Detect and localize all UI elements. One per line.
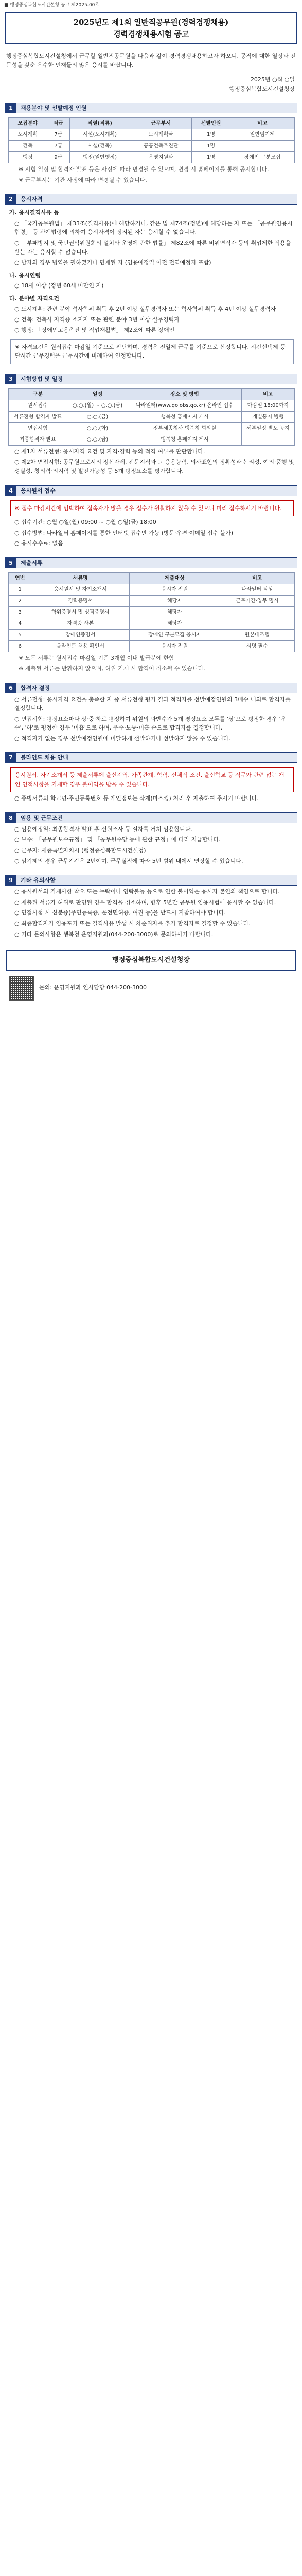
paragraph-text: 임기제의 경우 근무기간은 2년이며, 근무실적에 따라 5년 범위 내에서 연장할 수 있습니다. bbox=[21, 857, 243, 865]
section-header bbox=[5, 557, 297, 568]
bullet-mark: ○ bbox=[14, 888, 22, 895]
section-header bbox=[5, 194, 297, 205]
bullet-mark: ○ bbox=[14, 219, 22, 227]
paragraph-text: 접수기간: ○월 ○일(월) 09:00 ~ ○월 ○일(금) 18:00 bbox=[21, 518, 156, 526]
data-table bbox=[8, 572, 295, 652]
table-row bbox=[9, 400, 295, 411]
table-row bbox=[9, 629, 295, 640]
section-number: 7 bbox=[5, 752, 16, 763]
table-cell: 최종합격자 발표 bbox=[9, 434, 67, 445]
section-title: 채용분야 및 선발예정 인원 bbox=[16, 103, 297, 113]
paragraph-item bbox=[14, 447, 295, 456]
table-cell: 행정(일반행정) bbox=[70, 152, 130, 163]
bullet-text: 남자의 경우 병역을 필하였거나 면제된 자 (임용예정일 이전 전역예정자 포함) bbox=[21, 259, 211, 266]
table-cell: 건축 bbox=[9, 141, 47, 152]
warning-box: 응시원서, 자기소개서 등 제출서류에 출신지역, 가족관계, 학력, 신체적 조건, 출신학교 등 직무와 관련 없는 개인 인적사항을 기재할 경우 불이익을 받을 수 있습니다. bbox=[10, 767, 294, 792]
section-number: 2 bbox=[5, 194, 16, 205]
data-table bbox=[8, 117, 295, 163]
table-wrapper bbox=[8, 117, 295, 163]
data-table bbox=[8, 388, 295, 446]
paragraph-text: 면접시험 시 신분증(주민등록증, 운전면허증, 여권 등)을 반드시 지참하여야 합니다. bbox=[21, 909, 226, 917]
section-title: 합격자 결정 bbox=[16, 683, 297, 693]
table-header-cell: 모집분야 bbox=[9, 118, 47, 129]
paragraph-item bbox=[14, 825, 295, 834]
table-cell: 해당자 bbox=[130, 618, 220, 629]
table-header-cell: 근무부서 bbox=[130, 118, 192, 129]
paragraph-item bbox=[14, 835, 295, 844]
table-cell: 서명 필수 bbox=[220, 640, 294, 652]
paragraph-item bbox=[14, 887, 295, 896]
table-header-row bbox=[9, 572, 295, 584]
table-header-cell: 비고 bbox=[220, 572, 294, 584]
table-cell: 자격증 사본 bbox=[31, 618, 130, 629]
bullet-item bbox=[14, 304, 295, 314]
table-row bbox=[9, 584, 295, 595]
paragraph-text: 제1차 서류전형: 응시자격 요건 및 자격·경력 등의 적격 여부를 판단합니다. bbox=[21, 448, 205, 455]
bullet-text: 「국가공무원법」 제33조(결격사유)에 해당하거나, 같은 법 제74조(정년)에 해당하는 자 또는 「공무원임용시험령」 등 관계법령에 의하여 응시자격이 정지된 자는 응시할 수 없습니다. bbox=[14, 219, 293, 236]
table-row bbox=[9, 618, 295, 629]
top-notice: ■ 행정중심복합도시건설청 공고 제2025-00호 bbox=[4, 3, 100, 8]
bullet-item bbox=[14, 326, 295, 335]
paragraph-text: 보수: 「공무원보수규정」 및 「공무원수당 등에 관한 규정」에 따라 지급합니다. bbox=[21, 836, 221, 843]
table-wrapper bbox=[8, 572, 295, 652]
bullet-mark: ○ bbox=[14, 259, 22, 266]
table-cell: 행복청 홈페이지 게시 bbox=[128, 434, 242, 445]
bullet-text: 「부패방지 및 국민권익위원회의 설치와 운영에 관한 법률」 제82조에 따른 비위면직자 등의 취업제한 적용을 받는 자는 응시할 수 없습니다. bbox=[14, 239, 291, 256]
note-text: ※ 근무부서는 기관 사정에 따라 변경될 수 있습니다. bbox=[19, 176, 147, 183]
bullet-item bbox=[14, 219, 295, 237]
announce-date: 2025년 ○월 ○일 bbox=[250, 76, 295, 83]
table-cell: 원서접수 bbox=[9, 400, 67, 411]
paragraph-text: 기타 문의사항은 행복청 운영지원과(044-200-3000)로 문의하시기 바랍니다. bbox=[21, 930, 214, 938]
section-number: 5 bbox=[5, 557, 16, 568]
subsection-title: 나. 응시연령 bbox=[9, 272, 41, 279]
table-header-cell: 장소 및 방법 bbox=[128, 388, 242, 400]
table-cell bbox=[230, 141, 294, 152]
table-cell: 1명 bbox=[192, 129, 230, 141]
table-cell: 9급 bbox=[47, 152, 69, 163]
paragraph-text: 최종합격자가 임용포기 또는 결격사유 발생 시 차순위자를 추가 합격자로 결정할 수 있습니다. bbox=[21, 920, 251, 927]
table-cell: 공공건축추진단 bbox=[130, 141, 192, 152]
bullet-mark: ○ bbox=[14, 316, 22, 323]
section-header bbox=[5, 875, 297, 886]
title-line-1: 2025년도 제1회 일반직공무원(경력경쟁채용) bbox=[73, 18, 229, 27]
paragraph-text: 면접시험: 평정요소마다 상·중·하로 평정하여 위원의 과반수가 5개 평정요소 모두를 '상'으로 평정한 경우 '우수', '하'로 평정한 경우 '미흡'으로 하며, 우수·보통·미흡 순으로 합격자를 결정합니다. bbox=[14, 715, 287, 732]
table-row bbox=[9, 411, 295, 422]
bullet-mark: ○ bbox=[14, 306, 22, 313]
table-cell: 근무기간·업무 명시 bbox=[220, 595, 294, 606]
note-text: ※ 모든 서류는 원서접수 마감일 기준 3개월 이내 발급분에 한함 bbox=[19, 654, 174, 662]
paragraph-text: 서류전형: 응시자격 요건을 충족한 자 중 서류전형 평가 결과 적격자를 선발예정인원의 3배수 내외로 합격자를 결정합니다. bbox=[14, 696, 291, 712]
table-header-row bbox=[9, 388, 295, 400]
table-header-cell: 일정 bbox=[67, 388, 128, 400]
table-cell: 응시자 전원 bbox=[130, 640, 220, 652]
table-cell: 시설(도시계획) bbox=[70, 129, 130, 141]
table-cell: 정부세종청사 행복청 회의실 bbox=[128, 422, 242, 434]
table-cell bbox=[220, 618, 294, 629]
sections-container bbox=[4, 103, 298, 939]
table-cell: 4 bbox=[9, 618, 31, 629]
paragraph-text: 임용예정일: 최종합격자 발표 후 신원조사 등 절차를 거쳐 임용합니다. bbox=[21, 825, 192, 833]
paragraph-item bbox=[14, 919, 295, 928]
table-cell: 5 bbox=[9, 629, 31, 640]
paragraph-item bbox=[14, 529, 295, 538]
table-header-cell: 비고 bbox=[241, 388, 294, 400]
warning-box: ※ 접수 마감시간에 임박하여 접속자가 많을 경우 접수가 원활하지 않을 수 있으니 미리 접수하시기 바랍니다. bbox=[10, 500, 294, 516]
bullet-mark: ○ bbox=[14, 715, 22, 722]
bullet-mark: ○ bbox=[14, 899, 22, 906]
section-title: 응시자격 bbox=[16, 194, 297, 205]
subsection-title: 가. 응시결격사유 등 bbox=[9, 209, 59, 216]
note-text: ※ 제출된 서류는 반환하지 않으며, 허위 기재 시 합격이 취소될 수 있습니다. bbox=[19, 665, 205, 672]
table-row bbox=[9, 606, 295, 618]
section-number: 9 bbox=[5, 875, 16, 886]
table-header-cell: 제출대상 bbox=[130, 572, 220, 584]
section-header bbox=[5, 485, 297, 496]
table-cell: 장애인증명서 bbox=[31, 629, 130, 640]
bullet-mark: ○ bbox=[14, 920, 22, 927]
bullet-mark: ○ bbox=[14, 518, 22, 526]
table-cell bbox=[220, 606, 294, 618]
table-cell: 행정 bbox=[9, 152, 47, 163]
table-cell: 행복청 홈페이지 게시 bbox=[128, 411, 242, 422]
table-header-cell: 선발인원 bbox=[192, 118, 230, 129]
table-cell: 마감일 18:00까지 bbox=[241, 400, 294, 411]
announce-issuer: 행정중심복합도시건설청장 bbox=[229, 85, 295, 92]
date-block bbox=[4, 75, 295, 93]
table-row bbox=[9, 434, 295, 445]
bullet-text: 행정: 「장애인고용촉진 및 직업재활법」 제2조에 따른 장애인 bbox=[21, 327, 175, 334]
table-cell: 1명 bbox=[192, 141, 230, 152]
title-box bbox=[5, 12, 297, 44]
bullet-item bbox=[14, 258, 295, 267]
section-header bbox=[5, 683, 297, 693]
title-line-2: 경력경쟁채용시험 공고 bbox=[113, 29, 189, 39]
paragraph-item bbox=[14, 908, 295, 918]
table-cell: 일반임기제 bbox=[230, 129, 294, 141]
paragraph-item bbox=[14, 518, 295, 527]
paragraph-item bbox=[14, 846, 295, 855]
table-cell: 장애인 구분모집 응시자 bbox=[130, 629, 220, 640]
bullet-mark: ○ bbox=[14, 825, 22, 833]
bullet-mark: ○ bbox=[14, 282, 22, 290]
bullet-mark: ○ bbox=[14, 448, 22, 455]
table-row bbox=[9, 141, 295, 152]
bullet-item bbox=[14, 239, 295, 257]
bullet-mark: ○ bbox=[14, 327, 22, 334]
paragraph-text: 접수방법: 나라일터 홈페이지를 통한 인터넷 접수만 가능 (방문·우편·이메일 접수 불가) bbox=[21, 529, 234, 536]
table-header-cell: 연번 bbox=[9, 572, 31, 584]
table-cell: 도시계획 bbox=[9, 129, 47, 141]
info-box: ※ 자격요건은 원서접수 마감일 기준으로 판단하며, 경력은 전일제 근무를 기준으로 산정합니다. 시간선택제 등 단시간 근무경력은 근무시간에 비례하여 인정합니다. bbox=[10, 339, 294, 364]
table-header-cell: 직급 bbox=[47, 118, 69, 129]
bullet-item bbox=[14, 315, 295, 325]
bullet-mark: ○ bbox=[14, 529, 22, 536]
intro-text: 행정중심복합도시건설청에서 근무할 일반직공무원을 다음과 같이 경력경쟁채용하고자 하오니, 공직에 대한 열정과 전문성을 갖춘 우수한 인재들의 많은 응시를 바랍니다. bbox=[6, 53, 296, 69]
table-cell: 7급 bbox=[47, 129, 69, 141]
table-cell: 7급 bbox=[47, 141, 69, 152]
section-title: 시험방법 및 일정 bbox=[16, 374, 297, 384]
bullet-mark: ○ bbox=[14, 847, 22, 854]
table-header-cell: 직렬(직류) bbox=[70, 118, 130, 129]
paragraph-item bbox=[14, 898, 295, 907]
table-cell: 해당자 bbox=[130, 606, 220, 618]
paragraph-text: 적격자가 없는 경우 선발예정인원에 미달하게 선발하거나 선발하지 않을 수 있습니다. bbox=[21, 735, 230, 742]
table-cell: 학위증명서 및 성적증명서 bbox=[31, 606, 130, 618]
paragraph-item bbox=[14, 857, 295, 866]
table-cell: 나라일터(www.gojobs.go.kr) 온라인 접수 bbox=[128, 400, 242, 411]
table-cell: 서류전형 합격자 발표 bbox=[9, 411, 67, 422]
note-text: ※ 시험 일정 및 합격자 발표 등은 사정에 따라 변경될 수 있으며, 변경 시 홈페이지를 통해 공지합니다. bbox=[19, 166, 269, 173]
paragraph-text: 응시원서의 기재사항 착오 또는 누락이나 연락불능 등으로 인한 불이익은 응시자 본인의 책임으로 합니다. bbox=[21, 888, 280, 895]
table-cell: ○.○.(금) bbox=[67, 411, 128, 422]
table-header-cell: 비고 bbox=[230, 118, 294, 129]
table-cell: 2 bbox=[9, 595, 31, 606]
contact-text: 문의: 운영지원과 인사담당 044-200-3000 bbox=[39, 984, 147, 991]
table-cell: 도시계획국 bbox=[130, 129, 192, 141]
paragraph-item bbox=[14, 734, 295, 743]
table-row bbox=[9, 152, 295, 163]
table-cell: 나라일터 작성 bbox=[220, 584, 294, 595]
table-cell: 장애인 구분모집 bbox=[230, 152, 294, 163]
bullet-mark: ○ bbox=[14, 930, 22, 938]
table-cell: 해당자 bbox=[130, 595, 220, 606]
table-cell: 1명 bbox=[192, 152, 230, 163]
paragraph-text: 제출된 서류가 허위로 판명된 경우 합격을 취소하며, 향후 5년간 공무원 임용시험에 응시할 수 없습니다. bbox=[21, 899, 276, 906]
paragraph-text: 제2차 면접시험: 공무원으로서의 정신자세, 전문지식과 그 응용능력, 의사표현의 정확성과 논리성, 예의·품행 및 성실성, 창의력·의지력 및 발전가능성 등 5개 평정요소를 평가합니다. bbox=[14, 459, 294, 474]
table-cell: 6 bbox=[9, 640, 31, 652]
bullet-mark: ○ bbox=[14, 735, 22, 742]
table-cell: 세부일정 별도 공지 bbox=[241, 422, 294, 434]
bullet-mark: ○ bbox=[14, 836, 22, 843]
table-row bbox=[9, 129, 295, 141]
section-title: 임용 및 근무조건 bbox=[16, 812, 297, 823]
section-title: 제출서류 bbox=[16, 557, 297, 568]
section-title: 기타 유의사항 bbox=[16, 875, 297, 886]
table-cell: 3 bbox=[9, 606, 31, 618]
paragraph-text: 응시수수료: 없음 bbox=[21, 540, 63, 547]
section-number: 1 bbox=[5, 103, 16, 113]
table-cell: 1 bbox=[9, 584, 31, 595]
table-row bbox=[9, 422, 295, 434]
table-cell: 블라인드 채용 확인서 bbox=[31, 640, 130, 652]
notice-page bbox=[4, 0, 298, 1001]
paragraph-item bbox=[14, 715, 295, 733]
section-number: 4 bbox=[5, 485, 16, 496]
bullet-text: 18세 이상 (정년 60세 미만인 자) bbox=[21, 282, 104, 290]
bullet-mark: ○ bbox=[14, 459, 22, 466]
table-header-cell: 서류명 bbox=[31, 572, 130, 584]
table-cell: 응시자 전원 bbox=[130, 584, 220, 595]
bullet-mark: ○ bbox=[14, 909, 22, 917]
bullet-mark: ○ bbox=[14, 696, 22, 703]
table-cell: ○.○.(금) bbox=[67, 434, 128, 445]
bullet-text: 건축: 건축사 자격증 소지자 또는 관련 분야 3년 이상 실무경력자 bbox=[21, 316, 180, 323]
paragraph-item bbox=[14, 457, 295, 476]
table-cell: 개별통지 병행 bbox=[241, 411, 294, 422]
bullet-mark: ○ bbox=[14, 857, 22, 865]
table-cell: 경력증명서 bbox=[31, 595, 130, 606]
paragraph-item bbox=[14, 539, 295, 548]
table-cell: ○.○.(월) ~ ○.○.(금) bbox=[67, 400, 128, 411]
paragraph-text: 근무지: 세종특별자치시 (행정중심복합도시건설청) bbox=[21, 847, 146, 854]
table-cell: 원본대조필 bbox=[220, 629, 294, 640]
section-header bbox=[5, 103, 297, 113]
subsection-title: 다. 분야별 자격요건 bbox=[9, 295, 59, 302]
section-title: 블라인드 채용 안내 bbox=[16, 752, 297, 763]
table-row bbox=[9, 595, 295, 606]
table-cell: 응시원서 및 자기소개서 bbox=[31, 584, 130, 595]
table-cell: 시설(건축) bbox=[70, 141, 130, 152]
table-cell: 운영지원과 bbox=[130, 152, 192, 163]
bullet-text: 도시계획: 관련 분야 석사학위 취득 후 2년 이상 실무경력자 또는 학사학위 취득 후 4년 이상 실무경력자 bbox=[21, 306, 276, 313]
section-header bbox=[5, 374, 297, 384]
section-number: 3 bbox=[5, 374, 16, 384]
contact-row bbox=[9, 976, 295, 1001]
section-number: 8 bbox=[5, 812, 16, 823]
footer-issuer: 행정중심복합도시건설청장 bbox=[6, 950, 296, 971]
table-cell bbox=[241, 434, 294, 445]
qr-code-icon bbox=[9, 976, 34, 1001]
paragraph-item bbox=[14, 930, 295, 939]
bullet-mark: ○ bbox=[14, 239, 22, 246]
section-number: 6 bbox=[5, 683, 16, 693]
paragraph-text: 증빙서류의 학교명·주민등록번호 등 개인정보는 삭제(마스킹) 처리 후 제출하여 주시기 바랍니다. bbox=[21, 795, 259, 802]
section-title: 응시원서 접수 bbox=[16, 485, 297, 496]
bullet-item bbox=[14, 281, 295, 291]
bullet-mark: ○ bbox=[14, 795, 22, 802]
paragraph-item bbox=[14, 695, 295, 713]
table-row bbox=[9, 640, 295, 652]
section-header bbox=[5, 752, 297, 763]
table-cell: ○.○.(화) bbox=[67, 422, 128, 434]
paragraph-item bbox=[14, 794, 295, 803]
table-header-row bbox=[9, 118, 295, 129]
section-header bbox=[5, 812, 297, 823]
table-header-cell: 구분 bbox=[9, 388, 67, 400]
table-cell: 면접시험 bbox=[9, 422, 67, 434]
table-wrapper bbox=[8, 388, 295, 446]
bullet-mark: ○ bbox=[14, 540, 22, 547]
